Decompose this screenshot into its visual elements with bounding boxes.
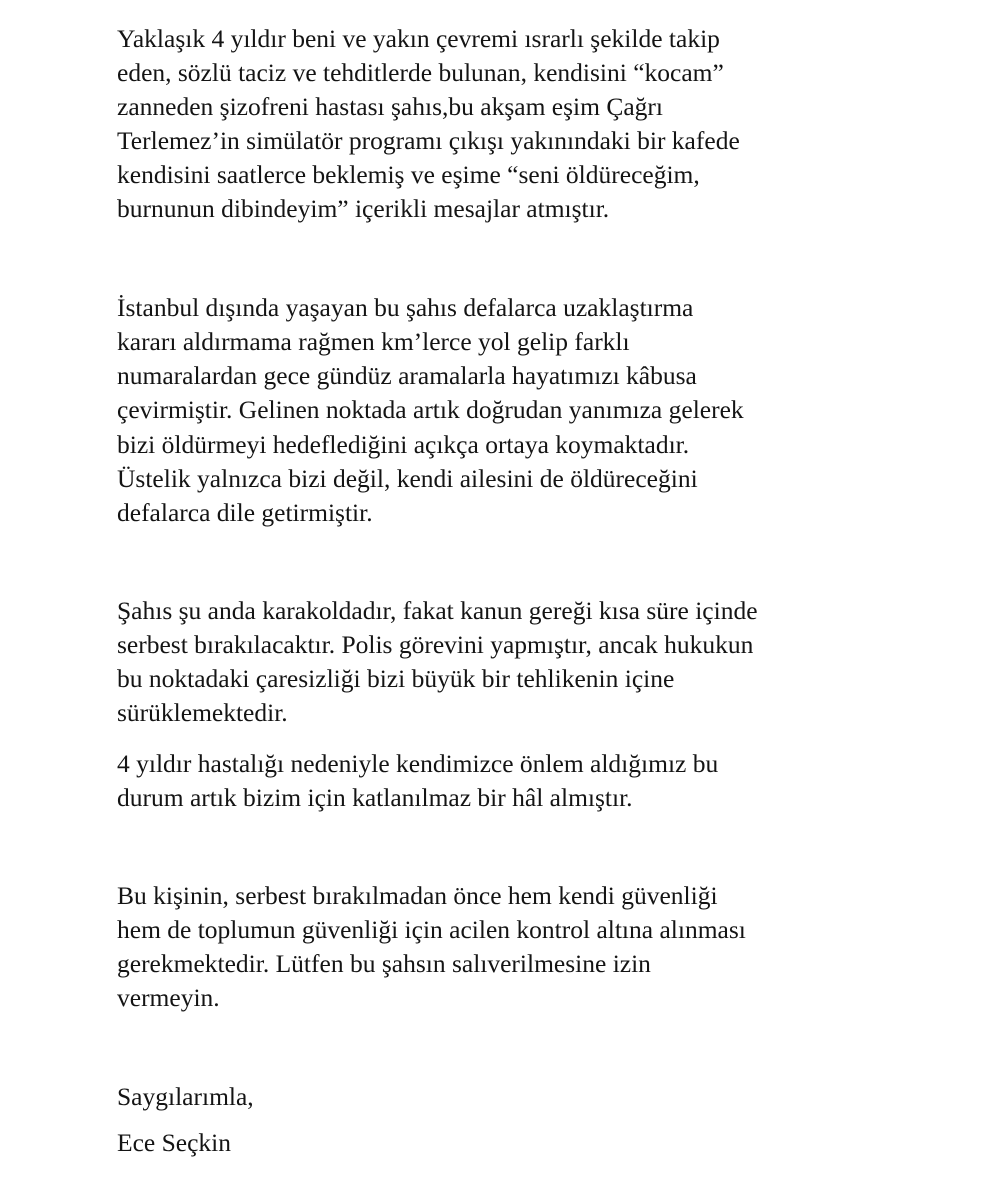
paragraph-line: vermeyin. [117,983,220,1012]
paragraph-line: defalarca dile getirmiştir. [117,498,373,527]
paragraph-line: Bu kişinin, serbest bırakılmadan önce hem kendi güvenliği [117,881,718,910]
paragraph-line: Şahıs şu anda karakoldadır, fakat kanun gereği kısa süre içinde [117,596,758,625]
paragraph-line: Üstelik yalnızca bizi değil, kendi ailesini de öldüreceğini [117,464,698,493]
paragraph-line: 4 yıldır hastalığı nedeniyle kendimizce önlem aldığımız bu [117,749,719,778]
paragraph-line: bu noktadaki çaresizliği bizi büyük bir tehlikenin içine [117,664,675,693]
paragraph-line: bizi öldürmeyi hedeflediğini açıkça ortaya koymaktadır. [117,430,690,459]
paragraph-line: eden, sözlü taciz ve tehditlerde bulunan, kendisini “kocam” [117,58,724,87]
closing-salutation: Saygılarımla, [117,1082,254,1111]
paragraph-line: Yaklaşık 4 yıldır beni ve yakın çevremi ısrarlı şekilde takip [117,24,720,53]
paragraph-line: zanneden şizofreni hastası şahıs,bu akşam eşim Çağrı [117,92,663,121]
paragraph-line: kararı aldırmama rağmen km’lerce yol gelip farklı [117,327,630,356]
paragraph-line: kendisini saatlerce beklemiş ve eşime “seni öldüreceğim, [117,160,700,189]
paragraph-line: İstanbul dışında yaşayan bu şahıs defalarca uzaklaştırma [117,293,694,322]
signature-name: Ece Seçkin [117,1128,231,1157]
paragraph-line: numaralardan gece gündüz aramalarla hayatımızı kâbusa [117,361,697,390]
paragraph-line: gerekmektedir. Lütfen bu şahsın salıverilmesine izin [117,949,651,978]
paragraph-line: durum artık bizim için katlanılmaz bir hâl almıştır. [117,783,633,812]
paragraph-line: serbest bırakılacaktır. Polis görevini yapmıştır, ancak hukukun [117,630,754,659]
paragraph-line: hem de toplumun güvenliği için acilen kontrol altına alınması [117,915,746,944]
paragraph-line: Terlemez’in simülatör programı çıkışı yakınındaki bir kafede [117,126,740,155]
paragraph-line: burnunun dibindeyim” içerikli mesajlar atmıştır. [117,194,610,223]
paragraph-line: sürüklemektedir. [117,698,288,727]
paragraph-line: çevirmiştir. Gelinen noktada artık doğrudan yanımıza gelerek [117,395,744,424]
